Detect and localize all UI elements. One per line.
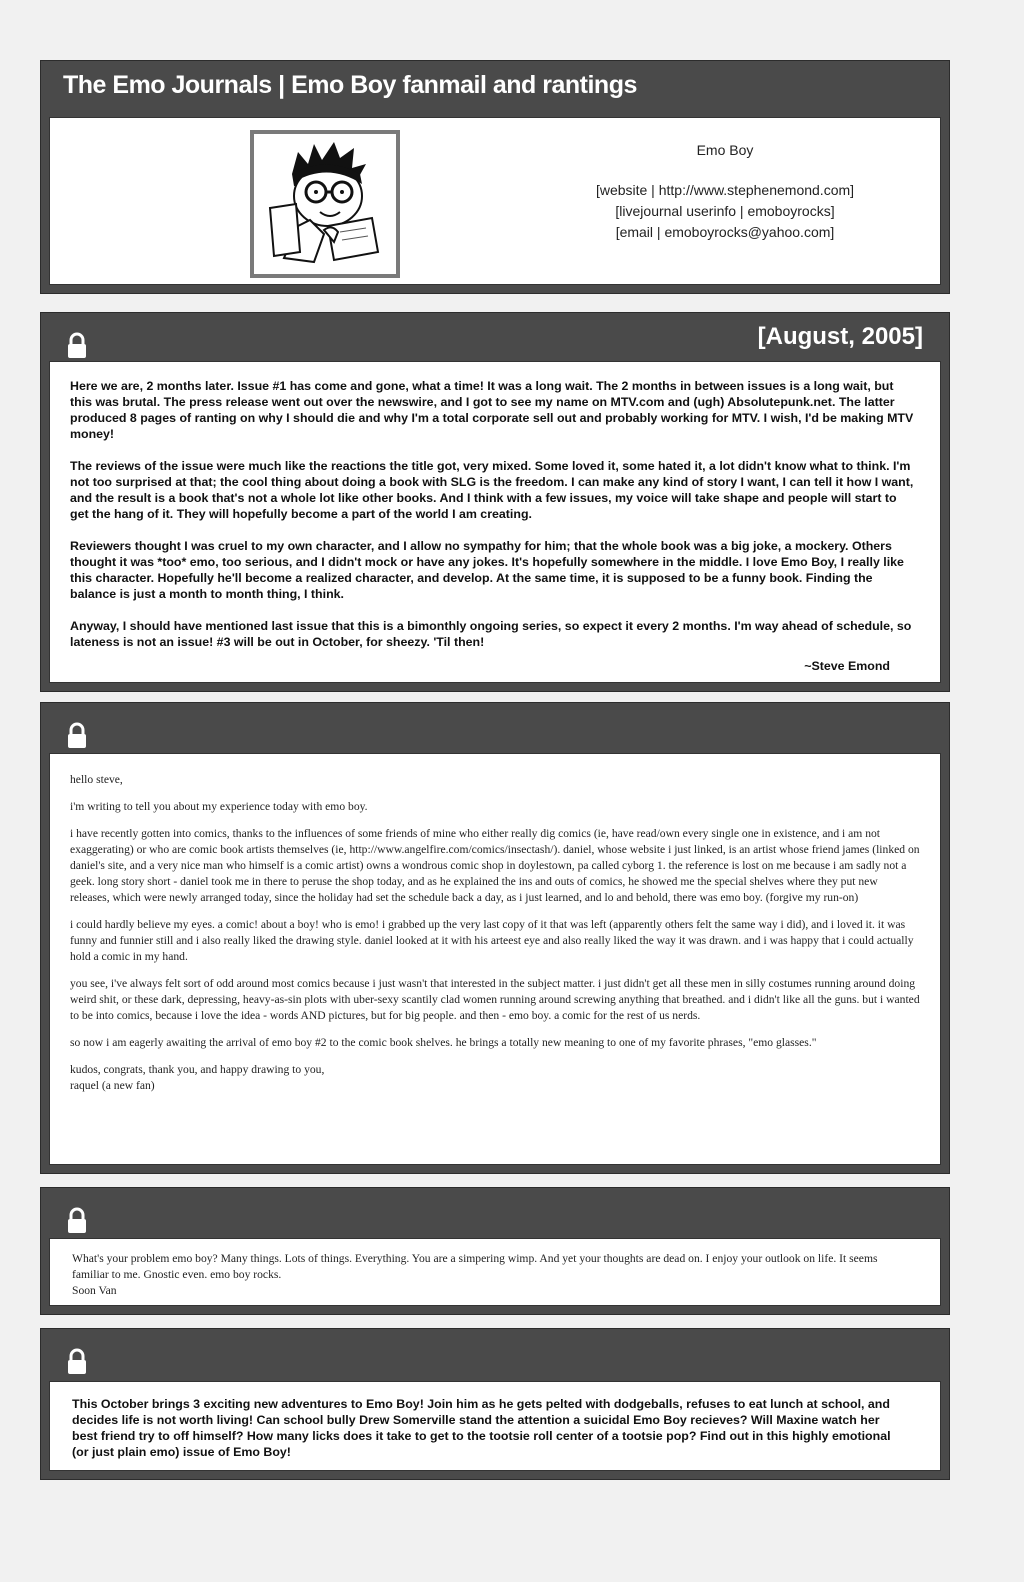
- emo-boy-avatar-icon: [254, 134, 396, 274]
- entry-text: What's your problem emo boy? Many things. Lots of things. Everything. You are a simpering wimp. And yet your thoughts are dead on. I enjoy your outlook on life. It seems familiar to me. Gnostic even. emo boy rocks.: [72, 1252, 878, 1281]
- entry-paragraph: i'm writing to tell you about my experience today with emo boy.: [70, 800, 368, 813]
- entry-paragraph: hello steve,: [70, 773, 123, 786]
- entry-signature: ~Steve Emond: [804, 659, 890, 673]
- lock-icon: [67, 1348, 87, 1375]
- entry-text: This October brings 3 exciting new adventures to Emo Boy! Join him as he gets pelted with dodgeballs, refuses to eat lunch at school, and decides life is not worth living! Can school bully Drew Somerville stand the attention a suicidal Emo Boy recieves? Will Maxine watch her best friend try to off himself? How many licks does it take to get to the tootsie roll center of a tootsie pop? Find out in this highly emotional (or just plain emo) issue of Emo Boy!: [72, 1397, 891, 1459]
- entry-paragraph: you see, i've always felt sort of odd around most comics because i just wasn't that interested in the subject matter. i just didn't get all these men in silly costumes running around doing weird shit, or these dark, depressing, heavy-as-sin plots with uber-sexy scantily clad women running around screwing anything that breathed. and i didn't like all the guns. but i wanted to be into comics, because i love the idea - words AND pictures, but for big people. and then - emo boy. a comic for the rest of us nerds.: [70, 977, 920, 1022]
- page-title: The Emo Journals | Emo Boy fanmail and rantings: [63, 71, 637, 99]
- email-link[interactable]: [email | emoboyrocks@yahoo.com]: [615, 224, 835, 240]
- entry-paragraph: Reviewers thought I was cruel to my own character, and I allow no sympathy for him; that the whole book was a big joke, a mockery. Others thought it was *too* emo, too serious, and I didn't mock or have any jokes. It's hopefully somewhere in the middle. I love Emo Boy, I really like this character. Hopefully he'll become a realized character, and develop. At the same time, it is supposed to be a funny book. Finding the balance is just a month to month thing, I think.: [70, 539, 904, 601]
- entry-body: [49, 753, 941, 1165]
- entry-body: [49, 361, 941, 683]
- website-link[interactable]: [website | http://www.stephenemond.com]: [595, 182, 855, 198]
- entry-paragraph: Anyway, I should have mentioned last issue that this is a bimonthly ongoing series, so expect it every 2 months. I'm way ahead of schedule, so lateness is not an issue! #3 will be out in October, for sheezy. 'Til then!: [70, 619, 912, 649]
- entry-body: [49, 1238, 941, 1306]
- entry-paragraph: so now i am eagerly awaiting the arrival of emo boy #2 to the comic book shelves. he brings a totally new meaning to one of my favorite phrases, "emo glasses.": [70, 1036, 817, 1049]
- entry-closing: kudos, congrats, thank you, and happy drawing to you,: [70, 1063, 325, 1076]
- journal-entry-august-2005: [40, 312, 950, 692]
- entry-paragraph: i have recently gotten into comics, thanks to the influences of some friends of mine who either really dig comics (ie, have read/own every single one in existence, and i am not exaggerating) or who are comic book artists themselves (ie, http://www.angelfire.com/comics/insectash/). daniel, whose website i just linked, is an artist whose friend james (linked on daniel's site, and a very nice man who himself is a comic artist) owns a wondrous comic shop in doylestown, pa called cyborg 1. the reference is lost on me because i am sadly not a geek. long story short - daniel took me in there to peruse the shop today, and as he explained the ins and outs of comics, he showed me the special shelves where they put new releases, which were newly arranged today, since the holiday had set the schedule back a day, as i just learned, and lo and behold, there was emo boy. (forgive my run-on): [70, 827, 920, 904]
- lock-icon: [67, 1207, 87, 1234]
- entry-paragraph: Here we are, 2 months later. Issue #1 has come and gone, what a time! It was a long wait. The 2 months in between issues is a long wait, but this was brutal. The press release went out over the newswire, and I got to see my name on MTV.com and (ugh) Absolutepunk.net. The latter produced 8 pages of ranting on why I should die and why I'm a total corporate sell out and probably working for MTV. I wish, I'd be making MTV money!: [70, 379, 914, 441]
- livejournal-link[interactable]: [livejournal userinfo | emoboyrocks]: [615, 203, 835, 219]
- journal-entry-october-preview: [40, 1328, 950, 1480]
- entry-signature: Soon Van: [72, 1284, 117, 1297]
- entry-paragraph: The reviews of the issue were much like the reactions the title got, very mixed. Some loved it, some hated it, a lot didn't know what to think. I'm not too surprised at that; the cool thing about doing a book with SLG is the freedom. I can make any kind of story I want, I can tell it how I want, and the result is a book that's not a whole lot like other books. And I think with a few issues, my voice will take shape and people will start to get the hang of it. They will hopefully become a part of the world I am creating.: [70, 459, 914, 521]
- entry-paragraph: i could hardly believe my eyes. a comic! about a boy! who is emo! i grabbed up the very last copy of it that was left (apparently others felt the same way i did), and i loved it. it was funny and funnier still and i also really liked the drawing style. daniel looked at it with his arteest eye and also really liked the way it was drawn. and i was happy that i could actually hold a comic in my hand.: [70, 918, 914, 963]
- journal-entry-soon-van: [40, 1187, 950, 1315]
- profile-name: Emo Boy: [696, 142, 754, 158]
- journal-entry-fan-letter: [40, 702, 950, 1174]
- entry-body: [49, 1381, 941, 1471]
- profile-box: [49, 117, 941, 285]
- lock-icon: [67, 332, 87, 359]
- profile-panel: [40, 60, 950, 294]
- entry-date: [August, 2005]: [757, 323, 923, 350]
- lock-icon: [67, 722, 87, 749]
- profile-info: [555, 140, 895, 243]
- avatar: [250, 130, 400, 278]
- entry-signature: raquel (a new fan): [70, 1079, 155, 1092]
